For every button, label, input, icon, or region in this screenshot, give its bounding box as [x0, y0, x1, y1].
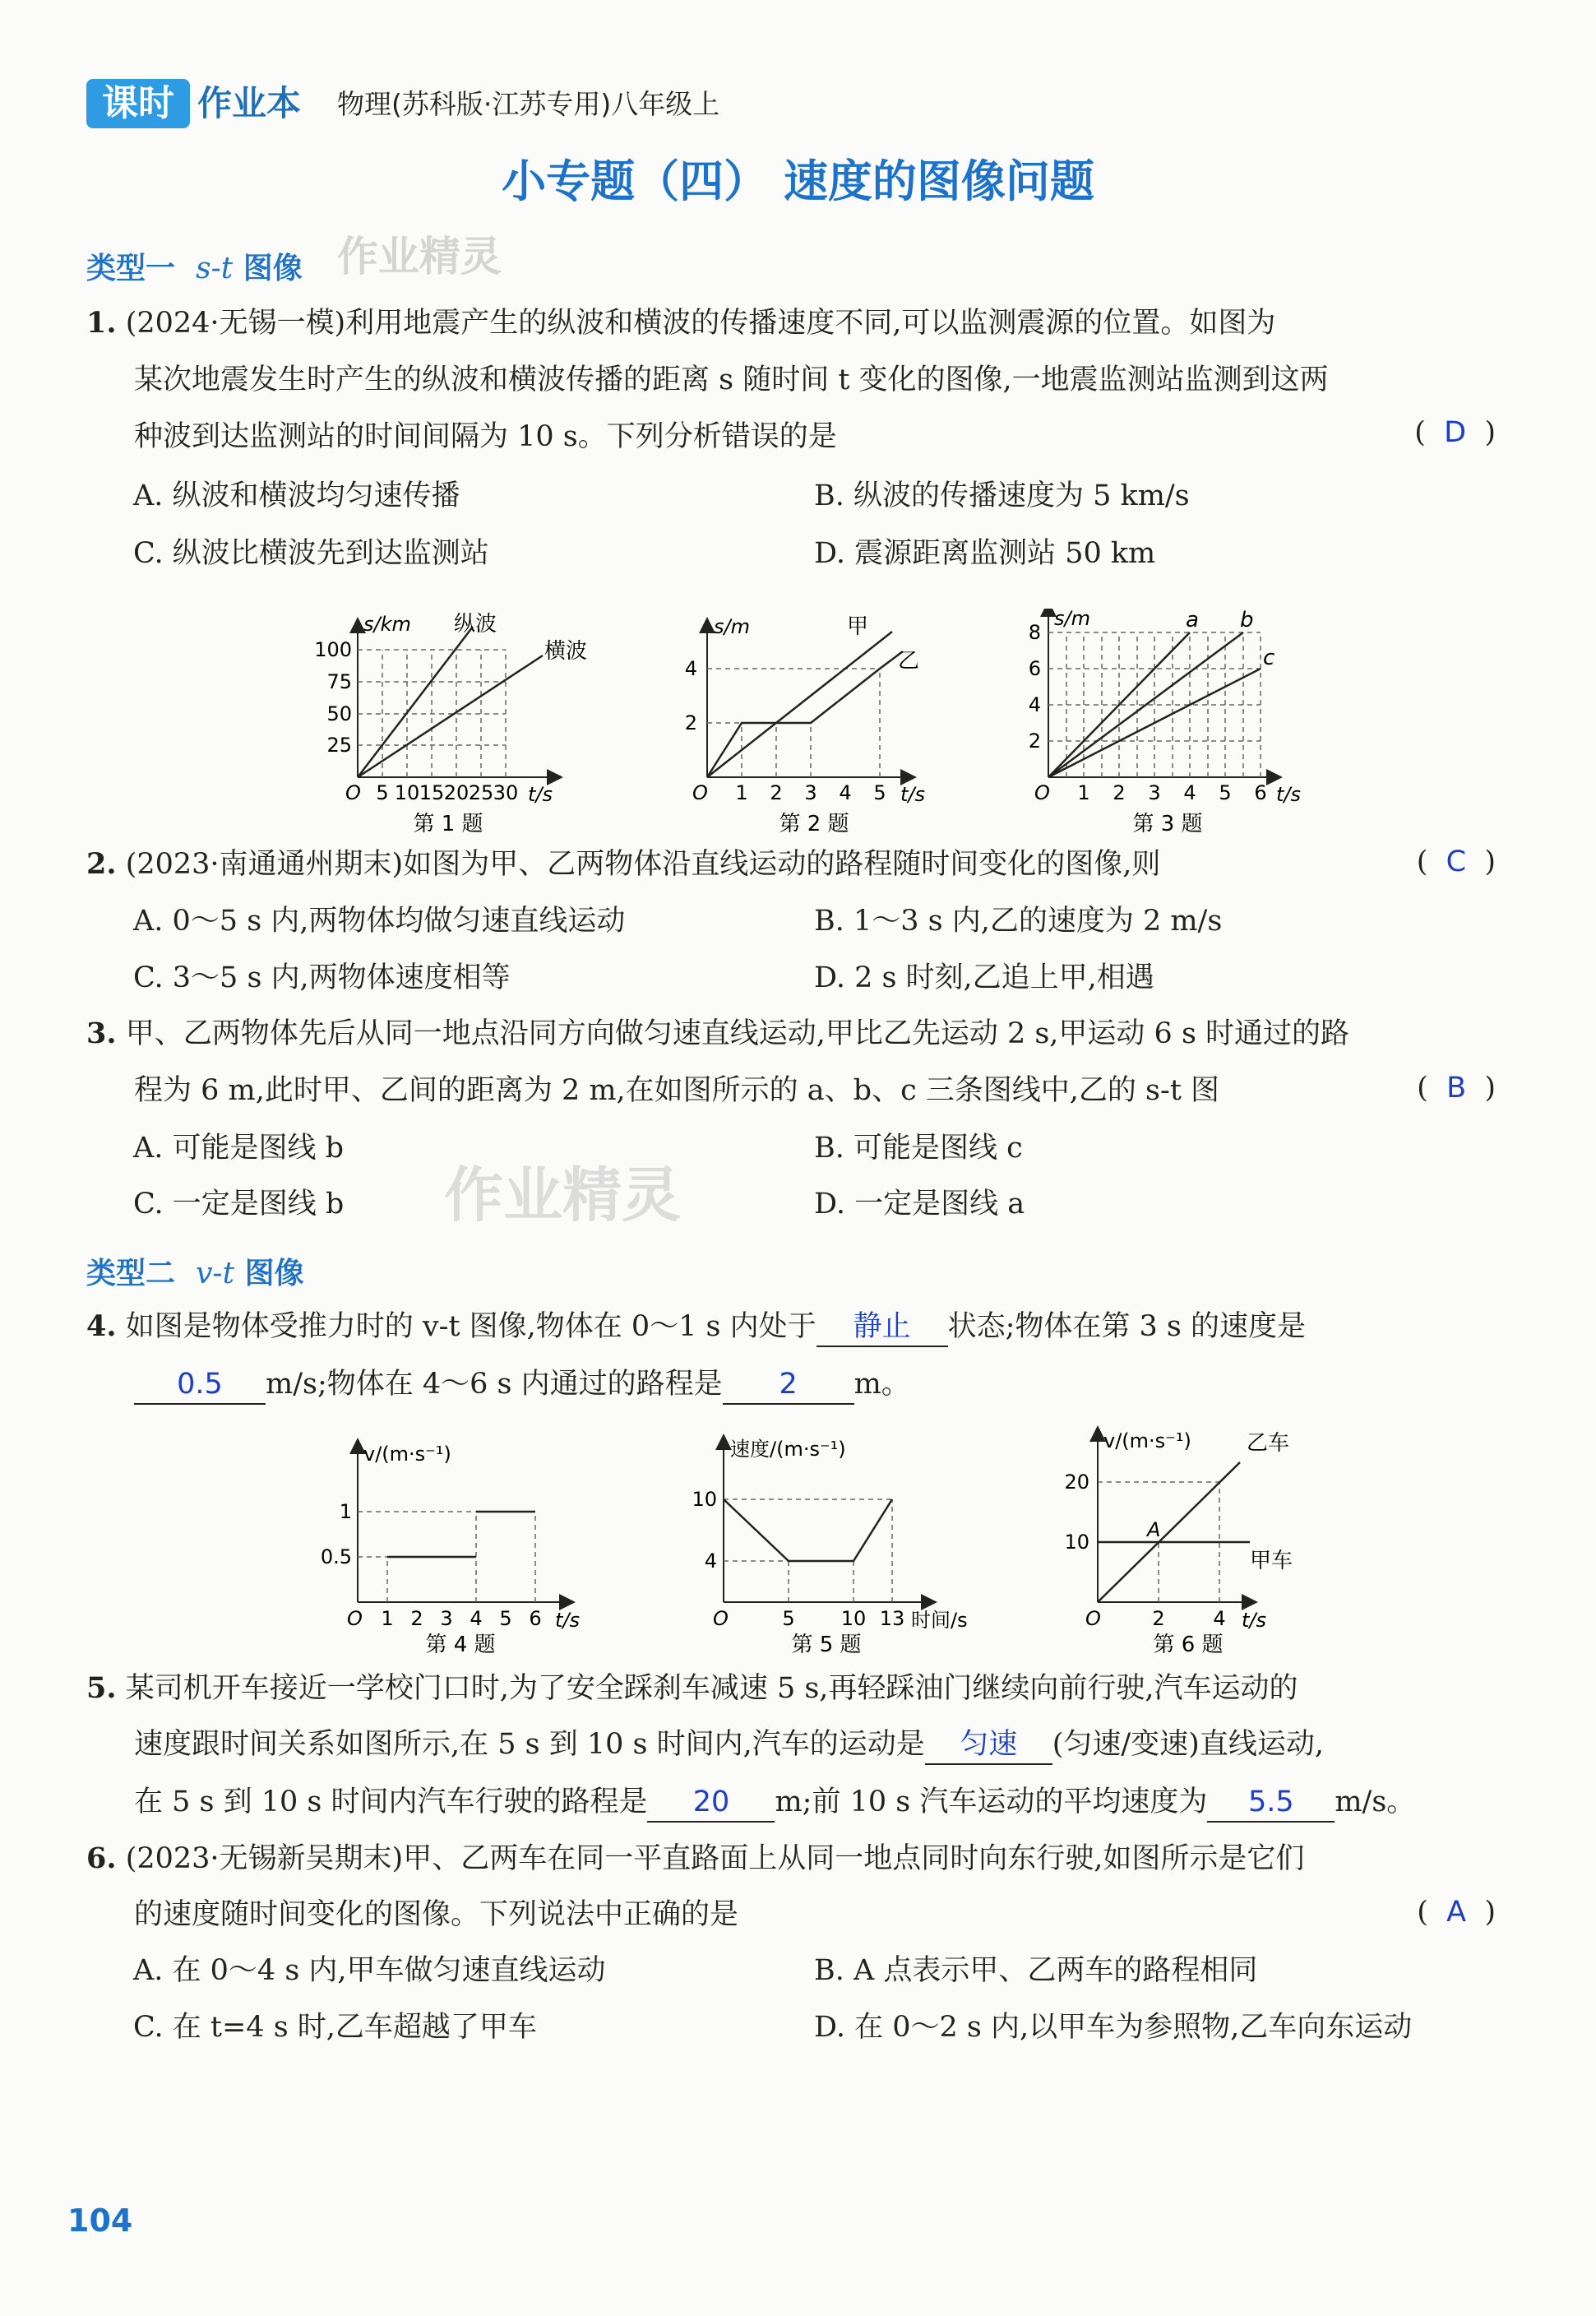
svg-text:3: 3	[1148, 781, 1161, 804]
svg-text:10: 10	[1064, 1531, 1089, 1554]
svg-text:20: 20	[1064, 1471, 1089, 1494]
answer-6: ( A )	[1417, 1896, 1496, 1929]
page-title: 小专题（四） 速度的图像问题	[502, 155, 1094, 207]
svg-text:1: 1	[381, 1607, 394, 1630]
q2-option-a: A. 0～5 s 内,两物体均做匀速直线运动	[133, 905, 626, 938]
svg-text:v/(m·s⁻¹): v/(m·s⁻¹)	[1103, 1429, 1191, 1452]
svg-text:4: 4	[684, 657, 697, 680]
svg-text:4: 4	[704, 1549, 717, 1573]
book-subject: 物理(苏科版·江苏专用)八年级上	[337, 88, 720, 120]
svg-text:10: 10	[840, 1607, 867, 1630]
svg-text:4: 4	[1213, 1607, 1226, 1630]
svg-text:A: A	[1147, 1518, 1161, 1541]
svg-text:5: 5	[499, 1607, 512, 1630]
svg-text:2: 2	[1152, 1607, 1165, 1630]
svg-text:5: 5	[376, 781, 389, 804]
svg-text:O: O	[345, 781, 361, 804]
q3-option-c: C. 一定是图线 b	[133, 1188, 345, 1221]
speed-curve	[724, 1499, 892, 1561]
question-4: 4. 如图是物体受推力时的 v-t 图像,物体在 0～1 s 内处于 静止 状态;物体在第 3 s 的速度是 0.5 m/s;物体在 4～6 s 内通过的路程是 2 m。	[86, 1308, 1509, 1405]
q4-blank-1: 静止	[817, 1308, 948, 1347]
svg-text:0.5: 0.5	[320, 1545, 352, 1568]
svg-text:t/s: t/s	[528, 783, 553, 806]
f1-series-纵波: 纵波	[454, 612, 497, 637]
q6-option-b: B. A 点表示甲、乙两车的路程相同	[814, 1954, 1258, 1987]
q1-option-d: D. 震源距离监测站 50 km	[814, 537, 1156, 570]
watermark-center: 作业精灵	[444, 1160, 682, 1230]
q2-option-d: D. 2 s 时刻,乙追上甲,相遇	[814, 961, 1154, 994]
q2-option-c: C. 3～5 s 内,两物体速度相等	[133, 961, 511, 994]
svg-text:4: 4	[839, 781, 852, 804]
svg-text:6: 6	[529, 1607, 542, 1630]
f1-ylabel: s/km	[363, 613, 411, 636]
section-one-heading: 类型一 s-t 图像	[86, 252, 303, 285]
figure-6-graph	[1064, 1429, 1293, 1657]
svg-text:4: 4	[1028, 693, 1041, 716]
svg-text:O: O	[347, 1607, 363, 1630]
svg-text:3: 3	[440, 1607, 453, 1630]
svg-text:乙车: 乙车	[1247, 1431, 1290, 1456]
figures-row-1	[304, 609, 1324, 839]
svg-text:时间/s: 时间/s	[911, 1609, 968, 1632]
f6-caption: 第 6 题	[1153, 1633, 1224, 1657]
svg-text:6: 6	[1254, 781, 1267, 804]
answer-1: ( D )	[1414, 416, 1496, 449]
svg-text:s/m: s/m	[1054, 609, 1090, 630]
question-5: 5. 某司机开车接近一学校门口时,为了安全踩刹车减速 5 s,再轻踩油门继续向前行驶,汽车运动的 速度跟时间关系如图所示,在 5 s 到 10 s 时间内,汽车的运动是 匀速 (匀速/变速)直线运动, 在 5 s 到 10 s 时间内汽车行驶的路程是 20 m;前 10 s 汽车运动的平均速度为 5.5 m/s。	[86, 1670, 1509, 1823]
q6-option-c: C. 在 t=4 s 时,乙车超越了甲车	[133, 2011, 537, 2044]
svg-text:甲车: 甲车	[1250, 1549, 1293, 1573]
q1-option-a: A. 纵波和横波均匀速传播	[133, 479, 460, 512]
svg-text:25: 25	[326, 734, 352, 757]
q5-blank-1: 匀速	[925, 1725, 1052, 1765]
figure-1-graph	[314, 612, 587, 836]
q3-option-b: B. 可能是图线 c	[814, 1132, 1023, 1165]
series-甲-line	[707, 632, 892, 777]
svg-text:s/m: s/m	[714, 615, 750, 638]
svg-text:2: 2	[1028, 730, 1041, 753]
svg-text:甲: 甲	[847, 614, 869, 639]
svg-text:10: 10	[692, 1488, 717, 1511]
q4-blank-2: 0.5	[134, 1365, 266, 1405]
q5-blank-3: 5.5	[1207, 1783, 1335, 1823]
figures-row-2	[304, 1421, 1324, 1660]
svg-text:O: O	[692, 781, 708, 804]
series-乙车-line	[1098, 1462, 1240, 1602]
book-name: 作业本	[197, 83, 302, 123]
series-横波-line	[358, 655, 543, 777]
question-3: 3. 甲、乙两物体先后从同一地点沿同方向做匀速直线运动,甲比乙先运动 2 s,甲运动 6 s 时通过的路 程为 6 m,此时甲、乙间的距离为 2 m,在如图所示的 a、b、c 三条图线中,乙的 s-t 图	[86, 1017, 1350, 1107]
svg-text:6: 6	[1028, 657, 1041, 680]
question-6: 6. (2023·无锡新吴期末)甲、乙两车在同一平直路面上从同一地点同时向东行驶,如图所示是它们 的速度随时间变化的图像。下列说法中正确的是	[86, 1841, 1305, 1931]
svg-text:75: 75	[326, 670, 352, 693]
brand-logo: 课时	[86, 79, 190, 128]
svg-text:4: 4	[1183, 781, 1196, 804]
f1-caption: 第 1 题	[413, 812, 483, 836]
q2-option-b: B. 1～3 s 内,乙的速度为 2 m/s	[814, 905, 1223, 938]
q1-option-b: B. 纵波的传播速度为 5 km/s	[814, 479, 1190, 512]
f2-caption: 第 2 题	[779, 812, 849, 836]
watermark: 作业精灵	[337, 233, 502, 280]
svg-text:O: O	[1034, 781, 1050, 804]
svg-text:100: 100	[314, 638, 352, 661]
q6-option-a: A. 在 0～4 s 内,甲车做匀速直线运动	[133, 1954, 606, 1987]
section-two-heading: 类型二 v-t 图像	[86, 1257, 304, 1290]
svg-text:乙: 乙	[898, 649, 920, 674]
q3-option-a: A. 可能是图线 b	[133, 1132, 345, 1165]
figure-2-graph	[685, 614, 925, 836]
f4-caption: 第 4 题	[425, 1633, 496, 1657]
svg-text:1: 1	[1077, 781, 1090, 804]
svg-text:2: 2	[770, 781, 783, 804]
f3-caption: 第 3 题	[1132, 812, 1203, 836]
svg-text:8: 8	[1028, 621, 1041, 644]
svg-text:c: c	[1263, 646, 1275, 670]
figure-4-graph	[321, 1443, 580, 1657]
q1-option-c: C. 纵波比横波先到达监测站	[133, 537, 489, 570]
f5-caption: 第 5 题	[791, 1633, 862, 1657]
svg-text:t/s: t/s	[900, 783, 925, 806]
series-乙-line	[707, 651, 903, 777]
svg-text:t/s: t/s	[555, 1609, 580, 1632]
q6-option-d: D. 在 0～2 s 内,以甲车为参照物,乙车向东运动	[814, 2011, 1413, 2044]
svg-text:50: 50	[326, 702, 352, 725]
answer-3: ( B )	[1417, 1072, 1496, 1105]
svg-text:1: 1	[735, 781, 748, 804]
q4-blank-3: 2	[723, 1365, 854, 1405]
svg-text:13: 13	[879, 1607, 905, 1630]
svg-text:2: 2	[1113, 781, 1126, 804]
figure-5-graph	[692, 1438, 967, 1657]
question-2: 2. (2023·南通通州期末)如图为甲、乙两物体沿直线运动的路程随时间变化的图像,则	[86, 847, 1161, 881]
svg-text:v/(m·s⁻¹): v/(m·s⁻¹)	[363, 1443, 451, 1466]
svg-text:4: 4	[470, 1607, 483, 1630]
svg-text:速度/(m·s⁻¹): 速度/(m·s⁻¹)	[730, 1438, 846, 1461]
svg-text:a: a	[1186, 609, 1199, 632]
svg-text:10: 10	[394, 781, 420, 804]
f1-series-横波: 横波	[544, 639, 588, 664]
svg-text:2: 2	[684, 711, 697, 734]
answer-2: ( C )	[1416, 845, 1496, 878]
svg-text:20: 20	[443, 781, 470, 804]
svg-text:O: O	[1085, 1607, 1101, 1630]
svg-text:5: 5	[782, 1607, 795, 1630]
svg-text:O: O	[713, 1607, 729, 1630]
svg-text:5: 5	[1219, 781, 1232, 804]
svg-text:3: 3	[804, 781, 817, 804]
page-number: 104	[67, 2203, 133, 2239]
figure-3-graph	[1029, 609, 1301, 836]
svg-text:30: 30	[493, 781, 519, 804]
svg-text:1: 1	[339, 1500, 352, 1523]
svg-text:15: 15	[419, 781, 445, 804]
svg-text:2: 2	[410, 1607, 423, 1630]
svg-text:5: 5	[873, 781, 886, 804]
svg-text:t/s: t/s	[1276, 783, 1301, 806]
svg-text:b: b	[1240, 609, 1254, 632]
q5-blank-2: 20	[647, 1783, 775, 1823]
question-1: 1. (2024·无锡一模)利用地震产生的纵波和横波的传播速度不同,可以监测震源的位置。如图为 某次地震发生时产生的纵波和横波传播的距离 s 随时间 t 变化的图像,一地震监测站监测到这两 种波到达监测站的时间间隔为 10 s。下列分析错误的是	[86, 306, 1329, 453]
svg-text:t/s: t/s	[1242, 1609, 1266, 1632]
q3-option-d: D. 一定是图线 a	[814, 1188, 1025, 1221]
svg-text:25: 25	[468, 781, 494, 804]
